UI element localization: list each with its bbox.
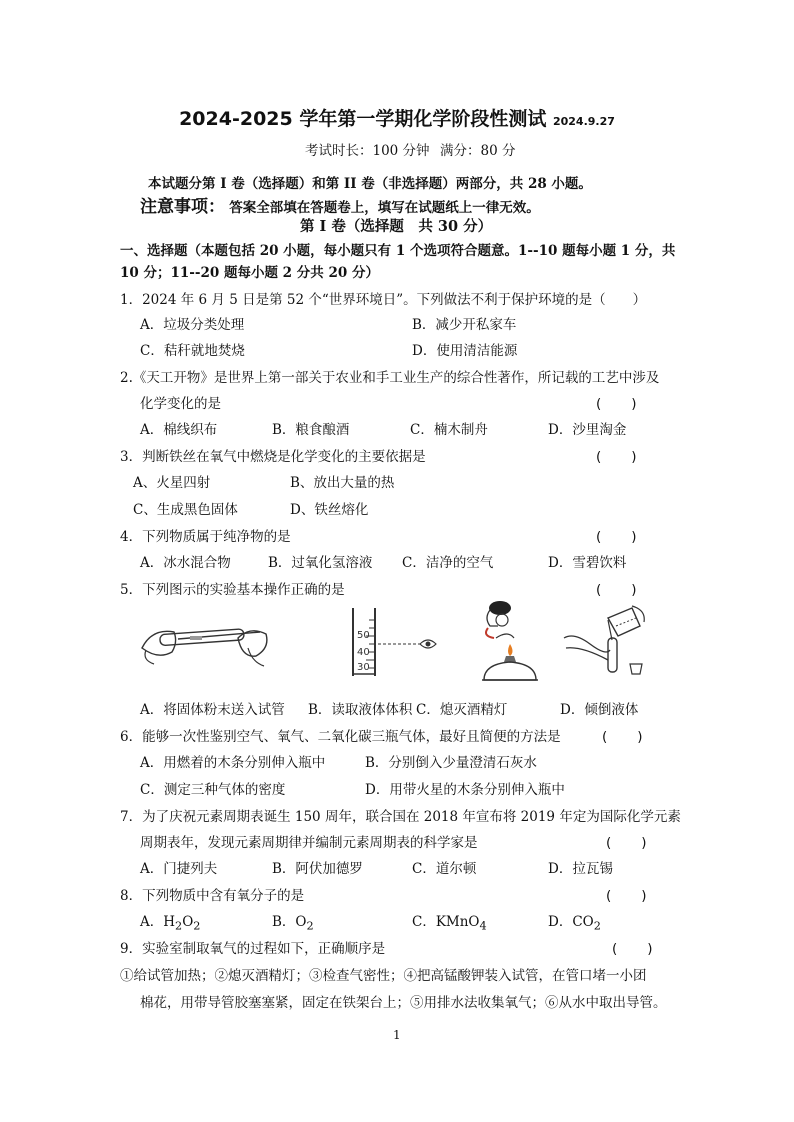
q4-option-a: A．冰水混合物 xyxy=(140,555,231,571)
q1-option-d: D．使用清洁能源 xyxy=(412,343,518,359)
q7-option-a: A．门捷列夫 xyxy=(140,861,218,877)
q3-option-d: D、铁丝熔化 xyxy=(290,502,369,518)
q3-option-c: C、生成黑色固体 xyxy=(133,502,238,518)
part1-title: 第 I 卷（选择题 共 30 分） xyxy=(300,218,493,235)
q2-answer-paren: ( ) xyxy=(596,396,638,412)
q8-a-sub2: 2 xyxy=(193,919,201,933)
page-number: 1 xyxy=(393,1028,401,1042)
q6-option-d: D．用带火星的木条分别伸入瓶中 xyxy=(365,782,565,798)
q2-stem-line2: 化学变化的是 xyxy=(140,396,221,412)
q2-option-d: D．沙里淘金 xyxy=(548,422,627,438)
q8-option-a xyxy=(140,910,200,933)
q8-b-text: B．O xyxy=(272,914,307,930)
q7-option-b: B．阿伏加德罗 xyxy=(272,861,363,877)
q8-d-sub: 2 xyxy=(593,919,601,933)
exam-date: 2024.9.27 xyxy=(552,115,615,128)
pouring-liquid-figure xyxy=(556,600,650,680)
q3-stem: 3．判断铁丝在氧气中燃烧是化学变化的主要依据是 xyxy=(120,449,426,465)
q3-answer-paren: ( ) xyxy=(596,449,638,465)
q2-option-b: B．粮食酿酒 xyxy=(272,422,350,438)
scale-label-40: 40 xyxy=(357,647,370,658)
section-instruction-line2: 10 分；11--20 题每小题 2 分共 20 分） xyxy=(120,265,379,281)
q6-option-c: C．测定三种气体的密度 xyxy=(140,782,286,798)
q5-option-a: A．将固体粉末送入试管 xyxy=(140,702,285,718)
q8-b-sub: 2 xyxy=(306,919,314,933)
q8-a-sub1: 2 xyxy=(175,919,183,933)
notice xyxy=(140,192,540,217)
q6-option-b: B．分别倒入少量澄清石灰水 xyxy=(365,755,537,771)
q8-stem: 8．下列物质中含有氧分子的是 xyxy=(120,888,305,904)
page-title xyxy=(0,104,794,131)
q4-answer-paren: ( ) xyxy=(596,529,638,545)
q3-option-a: A、火星四射 xyxy=(133,475,211,491)
q9-steps-line1: ①给试管加热；②熄灭酒精灯；③检查气密性；④把高锰酸钾装入试管，在管口堵一小团 xyxy=(120,968,647,984)
q4-option-d: D．雪碧饮料 xyxy=(548,555,627,571)
q2-option-a: A．棉线织布 xyxy=(140,422,218,438)
alcohol-lamp-figure xyxy=(460,598,542,682)
exam-duration: 考试时长：100 分钟 xyxy=(305,143,430,159)
q6-stem: 6．能够一次性鉴别空气、氧气、二氧化碳三瓶气体，最好且简便的方法是 xyxy=(120,729,561,745)
q5-stem: 5．下列图示的实验基本操作正确的是 xyxy=(120,582,345,598)
q8-option-c xyxy=(412,910,487,933)
q8-a-mid: O xyxy=(182,914,194,930)
q5-answer-paren: ( ) xyxy=(596,582,638,598)
q2-stem-line1: 2.《天工开物》是世界上第一部关于农业和手工业生产的综合性著作，所记载的工艺中涉及 xyxy=(120,370,660,386)
q1-option-c: C．秸秆就地焚烧 xyxy=(140,343,245,359)
q9-steps-line2: 棉花，用带导管胶塞塞紧，固定在铁架台上；⑤用排水法收集氧气；⑥从水中取出导管。 xyxy=(140,995,667,1011)
q2-option-c: C．楠木制舟 xyxy=(410,422,488,438)
notice-text: 答案全部填在答题卷上，填写在试题纸上一律无效。 xyxy=(229,200,540,216)
q1-option-a: A．垃圾分类处理 xyxy=(140,317,245,333)
q1-option-b: B．减少开私家车 xyxy=(412,317,517,333)
scale-label-30: 30 xyxy=(357,662,370,673)
q9-answer-paren: ( ) xyxy=(612,941,654,957)
section-instruction-line1: 一、选择题（本题包括 20 小题，每小题只有 1 个选项符合题意。1--10 题每小题 1 分，共 xyxy=(120,243,676,259)
q1-stem: 1．2024 年 6 月 5 日是第 52 个“世界环境日”。下列做法不利于保护环境的是（ ） xyxy=(120,292,647,308)
q7-stem-line1: 7．为了庆祝元素周期表诞生 150 周年，联合国在 2018 年宣布将 2019 年定为国际化学元素 xyxy=(120,809,681,825)
q7-stem-line2: 周期表年，发现元素周期律并编制元素周期表的科学家是 xyxy=(140,835,478,851)
q8-option-b xyxy=(272,910,314,933)
graduated-cylinder-figure xyxy=(348,606,438,678)
exam-title: 2024-2025 学年第一学期化学阶段性测试 xyxy=(179,108,547,130)
q4-option-b: B．过氧化氢溶液 xyxy=(268,555,373,571)
q8-c-sub: 4 xyxy=(479,919,487,933)
q5-option-b: B．读取液体体积 xyxy=(308,702,413,718)
q5-option-d: D．倾倒液体 xyxy=(560,702,639,718)
q6-option-a: A．用燃着的木条分别伸入瓶中 xyxy=(140,755,326,771)
q8-answer-paren: ( ) xyxy=(606,888,648,904)
q7-option-c: C．道尔顿 xyxy=(412,861,477,877)
q3-option-b: B、放出大量的热 xyxy=(290,475,395,491)
q8-a-text: A．H xyxy=(140,914,176,930)
q8-c-text: C．KMnO xyxy=(412,914,480,930)
exam-score: 满分：80 分 xyxy=(440,143,516,159)
q7-answer-paren: ( ) xyxy=(606,835,648,851)
q8-option-d xyxy=(548,910,601,933)
scale-label-50: 50 xyxy=(357,630,370,641)
powder-into-test-tube-figure xyxy=(138,608,273,670)
q4-option-c: C．洁净的空气 xyxy=(402,555,494,571)
q5-option-c: C．熄灭酒精灯 xyxy=(416,702,508,718)
q7-option-d: D．拉瓦锡 xyxy=(548,861,613,877)
q6-answer-paren: ( ) xyxy=(602,729,644,745)
exam-intro: 本试题分第 I 卷（选择题）和第 II 卷（非选择题）两部分，共 28 小题。 xyxy=(148,176,592,192)
q8-d-text: D．CO xyxy=(548,914,594,930)
q9-stem: 9．实验室制取氧气的过程如下，正确顺序是 xyxy=(120,941,386,957)
q4-stem: 4．下列物质属于纯净物的是 xyxy=(120,529,291,545)
notice-label: 注意事项： xyxy=(140,197,225,217)
